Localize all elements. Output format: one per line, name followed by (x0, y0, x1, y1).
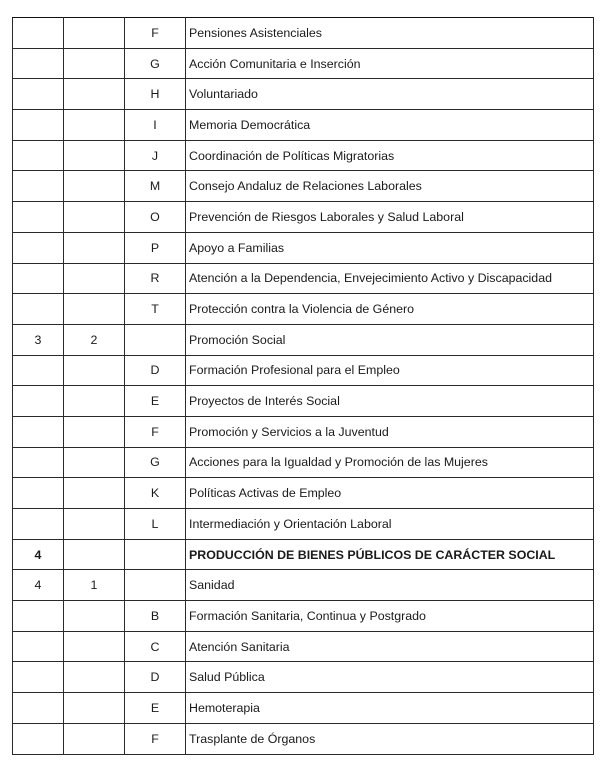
table-row (13, 509, 594, 540)
description-cell: Salud Pública (186, 662, 594, 693)
table-body (13, 18, 594, 755)
program-code-cell: R (125, 263, 186, 294)
table-row (13, 693, 594, 724)
section-code-cell (13, 355, 64, 386)
section-code-cell (13, 662, 64, 693)
section-code-cell (13, 693, 64, 724)
table-row (13, 539, 594, 570)
table-row (13, 447, 594, 478)
table-row (13, 202, 594, 233)
function-code-cell (64, 171, 125, 202)
function-code-cell (64, 140, 125, 171)
function-code-cell (64, 18, 125, 49)
program-code-cell: J (125, 140, 186, 171)
function-code-cell (64, 539, 125, 570)
section-code-cell (13, 478, 64, 509)
section-code-cell (13, 416, 64, 447)
description-cell: Hemoterapia (186, 693, 594, 724)
section-code-cell: 4 (13, 539, 64, 570)
program-code-cell: P (125, 232, 186, 263)
section-code-cell: 4 (13, 570, 64, 601)
table-row (13, 171, 594, 202)
table-row (13, 386, 594, 417)
function-code-cell (64, 631, 125, 662)
program-code-cell: F (125, 723, 186, 754)
function-code-cell (64, 294, 125, 325)
table-row (13, 416, 594, 447)
program-code-cell: D (125, 662, 186, 693)
section-code-cell (13, 447, 64, 478)
description-cell: Acción Comunitaria e Inserción (186, 48, 594, 79)
table-row (13, 294, 594, 325)
section-code-cell (13, 79, 64, 110)
section-code-cell (13, 601, 64, 632)
section-code-cell: 3 (13, 324, 64, 355)
program-code-cell: F (125, 18, 186, 49)
program-code-cell: L (125, 509, 186, 540)
function-code-cell (64, 232, 125, 263)
description-cell: Memoria Democrática (186, 110, 594, 141)
function-code-cell (64, 202, 125, 233)
description-cell: Intermediación y Orientación Laboral (186, 509, 594, 540)
program-code-cell: E (125, 386, 186, 417)
table-row (13, 355, 594, 386)
description-cell: Voluntariado (186, 79, 594, 110)
description-cell: Coordinación de Políticas Migratorias (186, 140, 594, 171)
program-code-cell: M (125, 171, 186, 202)
function-code-cell (64, 416, 125, 447)
description-cell: Consejo Andaluz de Relaciones Laborales (186, 171, 594, 202)
program-code-cell: G (125, 48, 186, 79)
program-code-cell: T (125, 294, 186, 325)
function-code-cell (64, 693, 125, 724)
description-cell: Pensiones Asistenciales (186, 18, 594, 49)
section-code-cell (13, 171, 64, 202)
table-row (13, 18, 594, 49)
description-cell: Atención Sanitaria (186, 631, 594, 662)
function-code-cell (64, 662, 125, 693)
program-code-cell: O (125, 202, 186, 233)
function-code-cell (64, 48, 125, 79)
section-code-cell (13, 294, 64, 325)
section-code-cell (13, 110, 64, 141)
section-code-cell (13, 631, 64, 662)
section-code-cell (13, 723, 64, 754)
program-code-cell: K (125, 478, 186, 509)
budget-program-table (12, 17, 594, 755)
program-code-cell: B (125, 601, 186, 632)
description-cell: Apoyo a Familias (186, 232, 594, 263)
function-code-cell (64, 355, 125, 386)
description-cell: Promoción Social (186, 324, 594, 355)
description-cell: Atención a la Dependencia, Envejecimiento Activo y Discapacidad (186, 263, 594, 294)
table-row (13, 631, 594, 662)
description-cell: Proyectos de Interés Social (186, 386, 594, 417)
table-row (13, 570, 594, 601)
function-code-cell (64, 447, 125, 478)
function-code-cell (64, 79, 125, 110)
description-cell: PRODUCCIÓN DE BIENES PÚBLICOS DE CARÁCTER SOCIAL (186, 539, 594, 570)
table-row (13, 110, 594, 141)
function-code-cell (64, 601, 125, 632)
section-code-cell (13, 48, 64, 79)
section-code-cell (13, 232, 64, 263)
description-cell: Políticas Activas de Empleo (186, 478, 594, 509)
program-code-cell: H (125, 79, 186, 110)
description-cell: Trasplante de Órganos (186, 723, 594, 754)
description-cell: Protección contra la Violencia de Género (186, 294, 594, 325)
program-code-cell (125, 324, 186, 355)
description-cell: Formación Sanitaria, Continua y Postgrado (186, 601, 594, 632)
program-code-cell: F (125, 416, 186, 447)
table-row (13, 324, 594, 355)
function-code-cell (64, 263, 125, 294)
function-code-cell (64, 509, 125, 540)
program-code-cell: E (125, 693, 186, 724)
table-row (13, 478, 594, 509)
description-cell: Prevención de Riesgos Laborales y Salud Laboral (186, 202, 594, 233)
section-code-cell (13, 18, 64, 49)
function-code-cell (64, 723, 125, 754)
table-row (13, 79, 594, 110)
program-code-cell: G (125, 447, 186, 478)
function-code-cell (64, 478, 125, 509)
table-row (13, 263, 594, 294)
table-row (13, 601, 594, 632)
section-code-cell (13, 263, 64, 294)
program-code-cell: D (125, 355, 186, 386)
program-code-cell (125, 539, 186, 570)
program-code-cell (125, 570, 186, 601)
description-cell: Promoción y Servicios a la Juventud (186, 416, 594, 447)
function-code-cell (64, 386, 125, 417)
table-row (13, 662, 594, 693)
function-code-cell: 1 (64, 570, 125, 601)
function-code-cell: 2 (64, 324, 125, 355)
description-cell: Acciones para la Igualdad y Promoción de las Mujeres (186, 447, 594, 478)
function-code-cell (64, 110, 125, 141)
program-code-cell: I (125, 110, 186, 141)
section-code-cell (13, 386, 64, 417)
description-cell: Sanidad (186, 570, 594, 601)
table-row (13, 232, 594, 263)
table-row (13, 140, 594, 171)
table-row (13, 48, 594, 79)
table-row (13, 723, 594, 754)
section-code-cell (13, 140, 64, 171)
program-code-cell: C (125, 631, 186, 662)
section-code-cell (13, 509, 64, 540)
description-cell: Formación Profesional para el Empleo (186, 355, 594, 386)
section-code-cell (13, 202, 64, 233)
